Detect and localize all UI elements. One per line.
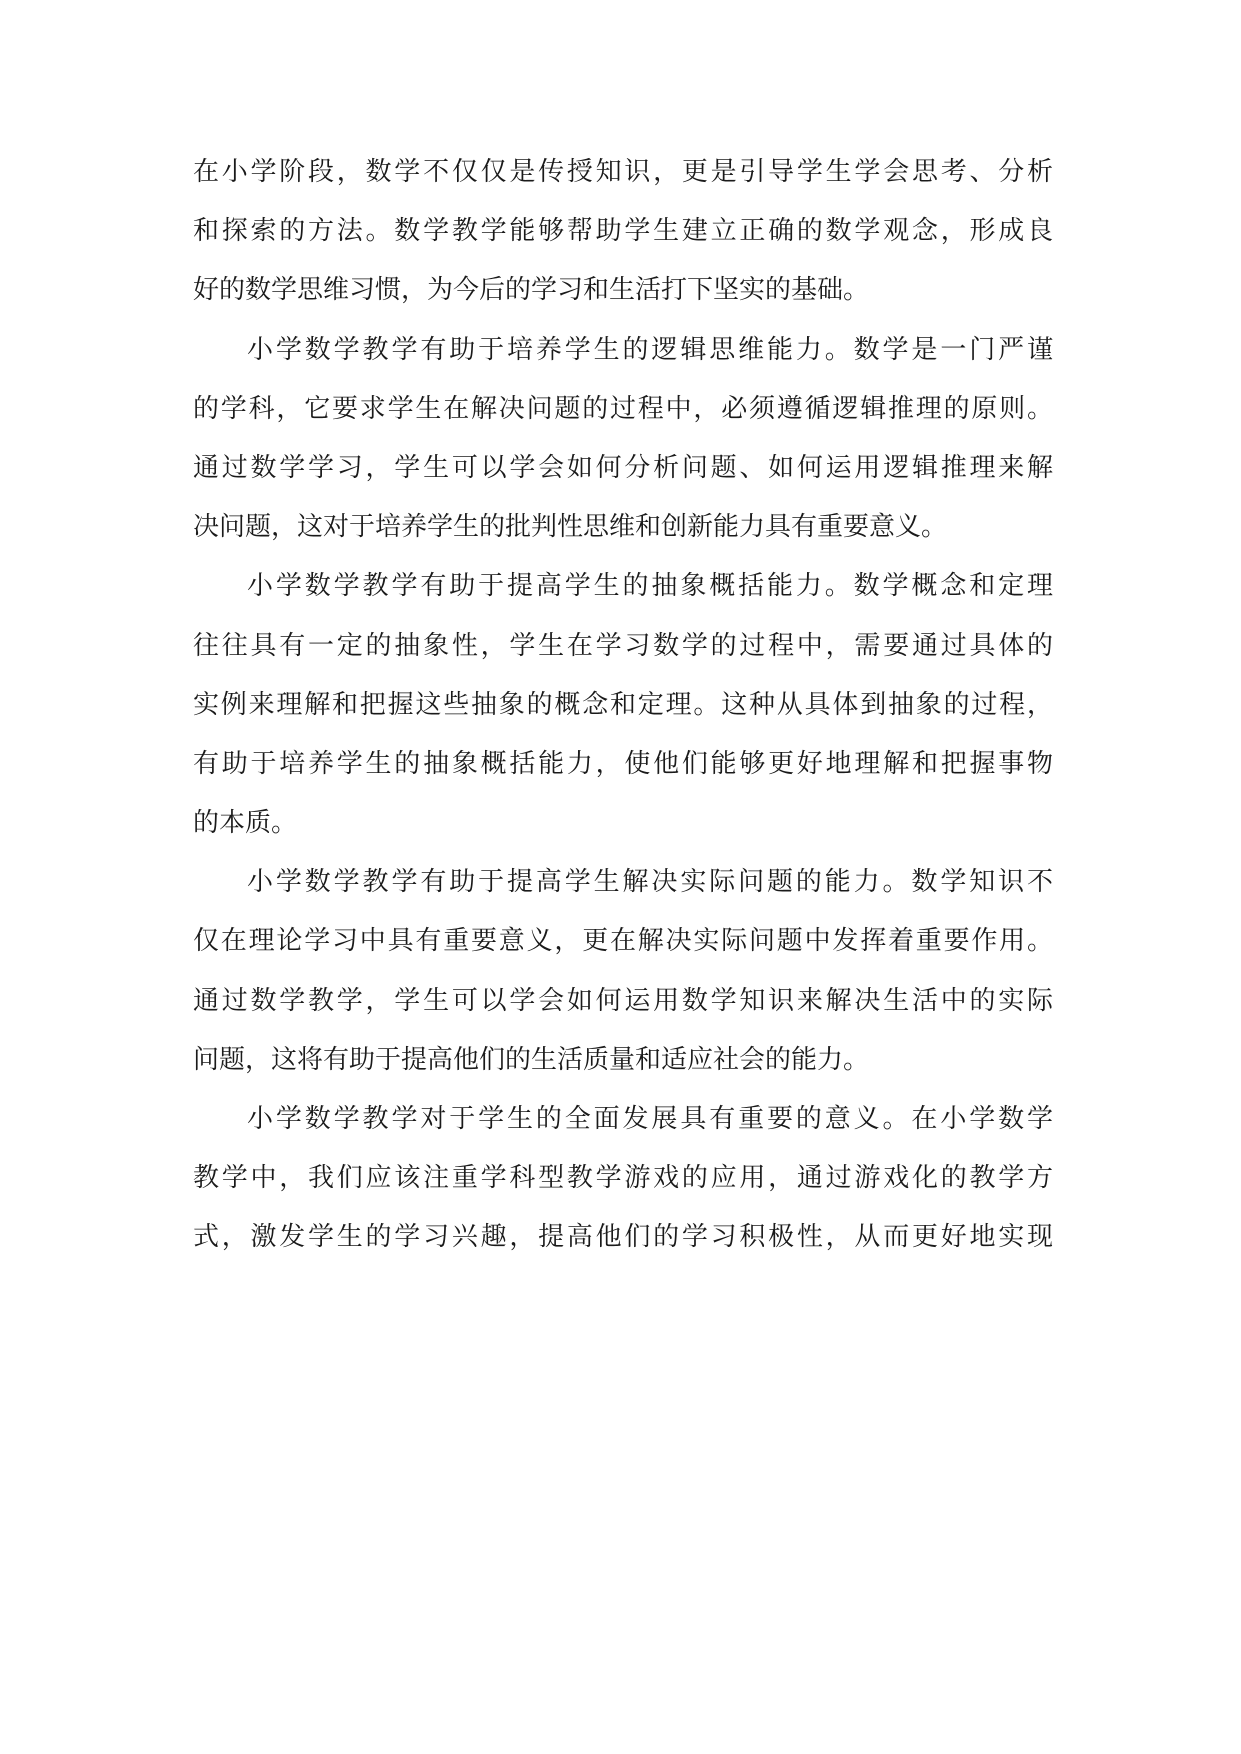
text-line: 式，激发学生的学习兴趣，提高他们的学习积极性，从而更好地实现 xyxy=(193,1222,1053,1253)
text-line: 和探索的方法。数学教学能够帮助学生建立正确的数学观念，形成良 xyxy=(193,216,1053,247)
text-line: 仅在理论学习中具有重要意义，更在解决实际问题中发挥着重要作用。 xyxy=(193,926,1053,957)
paragraph-first-line: 小学数学教学对于学生的全面发展具有重要的意义。在小学数学 xyxy=(247,1104,1053,1134)
paragraph-first-line: 小学数学教学有助于培养学生的逻辑思维能力。数学是一门严谨 xyxy=(247,334,1053,365)
text-line: 通过数学学习，学生可以学会如何分析问题、如何运用逻辑推理来解 xyxy=(193,452,1053,483)
text-line: 好的数学思维习惯，为今后的学习和生活打下坚实的基础。 xyxy=(193,275,870,306)
text-line: 往往具有一定的抽象性，学生在学习数学的过程中，需要通过具体的 xyxy=(193,630,1053,661)
text-line: 决问题，这对于培养学生的批判性思维和创新能力具有重要意义。 xyxy=(193,512,948,543)
text-line: 教学中，我们应该注重学科型教学游戏的应用，通过游戏化的教学方 xyxy=(193,1163,1053,1194)
paragraph-first-line: 小学数学教学有助于提高学生的抽象概括能力。数学概念和定理 xyxy=(247,571,1053,602)
text-line: 通过数学教学，学生可以学会如何运用数学知识来解决生活中的实际 xyxy=(193,985,1053,1016)
text-line: 的学科，它要求学生在解决问题的过程中，必须遵循逻辑推理的原则。 xyxy=(193,393,1053,424)
text-line: 有助于培养学生的抽象概括能力，使他们能够更好地理解和把握事物 xyxy=(193,748,1053,779)
text-line: 的本质。 xyxy=(193,808,298,839)
paragraph-first-line: 小学数学教学有助于提高学生解决实际问题的能力。数学知识不 xyxy=(247,867,1053,898)
body-text xyxy=(193,143,1053,1268)
text-line: 问题，这将有助于提高他们的生活质量和适应社会的能力。 xyxy=(193,1044,870,1075)
text-line: 实例来理解和把握这些抽象的概念和定理。这种从具体到抽象的过程， xyxy=(193,689,1053,720)
text-line: 在小学阶段，数学不仅仅是传授知识，更是引导学生学会思考、分析 xyxy=(193,157,1053,187)
